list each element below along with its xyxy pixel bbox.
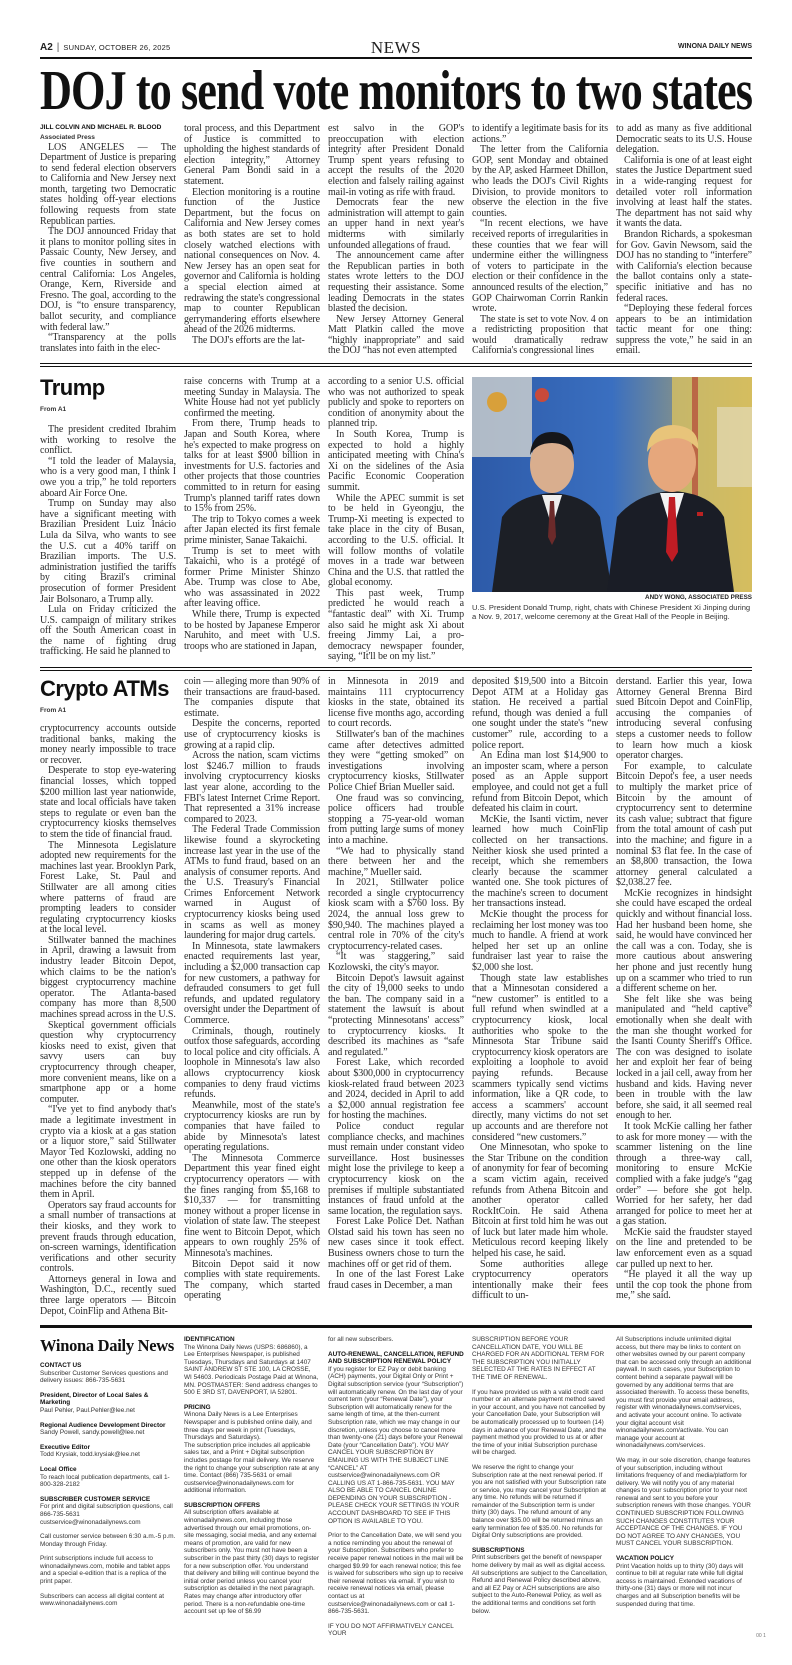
crypto-paragraph: McKie, the Isanti victim, never learned how much CoinFlip collected on her transactions. Neither kiosk she used printed a receipt, which she remembers clearly because the scammer wanted one. She took pictures of the machine's screen to document her transactions instead. — [472, 813, 608, 910]
doj-headline-wrap — [40, 61, 752, 123]
masthead-item — [472, 1547, 608, 1615]
masthead-column — [184, 1336, 320, 1623]
crypto-paragraph: Bitcoin Depot said it now complies with state requirements. The company, which started operating — [184, 1258, 320, 1302]
doj-column — [472, 124, 608, 357]
crypto-paragraph: For example, to calculate Bitcoin Depot's fee, a user needs to multiply the market price of Bitcoin by the amount of cryptocurrency sent to determine its cash value; subtract that figure from the total amount of cash put into the machine; and figure in a nominal $3 flat fee. In the case of an $8,800 transaction, the Iowa attorney general calculated a $2,038.27 fee. — [616, 760, 752, 889]
masthead-item — [40, 1392, 176, 1415]
masthead-item — [328, 1532, 464, 1616]
doj-byline: JILL COLVIN AND MICHAEL R. BLOOD — [40, 124, 162, 131]
crypto-jump-line: From A1 — [40, 707, 67, 714]
masthead-item-text: Sandy Powell, sandy.powell@lee.net — [40, 1429, 145, 1437]
masthead-item — [40, 1362, 176, 1385]
masthead-item-heading: SUBSCRIBER CUSTOMER SERVICE — [40, 1495, 151, 1503]
paper-logo: Winona Daily News — [40, 1336, 174, 1355]
crypto-paragraph: McKie thought the process for reclaiming her lost money was too much to handle. A friend at work helped her set up an online fundraiser last year to raise the $2,000 she lost. — [472, 909, 608, 974]
doj-paragraph: Brandon Richards, a spokesman for Gov. Gavin Newsom, said the DOJ has no standing to “interfere” with California's election because the ballot contains only a state-specific initiative and has no federal races. — [616, 228, 752, 304]
crypto-paragraph: Some authorities allege cryptocurrency operators intentionally make their fees difficult to un- — [472, 1258, 608, 1302]
masthead-item-text: If you have provided us with a valid credit card number or an alternate payment method saved in your account, and you have not cancelled by your Cancellation Date, your Subscription will be automatically processed up to fourteen (14) days in advance of your Renewal Date, and the payment method you provided to us at or after the time of your initial Subscription purchase will be charged. — [472, 1388, 607, 1457]
masthead-item — [40, 1422, 176, 1437]
doj-paragraph: “Transparency at the polls translates into faith in the elec- — [40, 332, 176, 354]
trump-column — [328, 377, 464, 663]
doj-paragraph: est salvo in the GOP's preoccupation with election integrity after President Donald Trump spent years refusing to accept the results of the 2020 election and falsely railing against mail-in voting as rife with fraud. — [328, 123, 464, 198]
crypto-paragraph: “We had to physically stand there between her and the machine,” Mueller said. — [328, 845, 464, 878]
trump-paragraph: From there, Trump heads to Japan and South Korea, where he's expected to make progress on talks for at least $900 billion in investments for U.S. factories and other projects that those countries committed to in return for easing Trump's planned tariff rates down to 15% from 25%. — [184, 418, 320, 515]
trump-paragraph: raise concerns with Trump at a meeting Sunday in Malaysia. The White House had not yet publicly confirmed the meeting. — [184, 376, 320, 419]
crypto-column — [184, 677, 320, 1302]
crypto-paragraph: McKie recognizes in hindsight she could have escaped the ordeal quickly and without financial loss. Had her husband been home, she said, he would have convinced her the call was a con. Today, she is more cautious about answering her phone and just recently hung up on a scammer who tried to run a different scheme on her. — [616, 887, 752, 995]
trump-paragraph: The trip to Tokyo comes a week after Japan elected its first female prime minister, Sanae Takaichi. — [184, 513, 320, 546]
crypto-paragraph: One fraud was so convincing, police officers had trouble stopping a 75-year-old woman from putting large sums of money into a machine. — [328, 792, 464, 846]
doj-paragraph: Election monitoring is a routine function of the Justice Department, but the focus on California and New Jersey comes as both states are set to hold closely watched elections with national consequences on Nov. 4. New Jersey has an open seat for governor and California is holding a special election aimed at redrawing the state's congressional map to counter Republican gerrymandering efforts elsewhere ahead of the 2026 midterms. — [184, 186, 320, 336]
masthead-column — [40, 1336, 176, 1615]
masthead-item — [616, 1336, 752, 1450]
issue-date: SUNDAY, OCTOBER 26, 2025 — [63, 43, 171, 52]
doj-paragraph: The letter from the California GOP, sent Monday and obtained by the AP, asked Harmeet Dhillon, who leads the DOJ's Civil Rights Division, to provide monitors to observe the election in the five counties. — [472, 144, 608, 219]
crypto-paragraph: Skeptical government officials question why cryptocurrency kiosks need to exist, given that savvy users can buy cryptocurrency through cheaper, more convenient means, like on a smartphone app or a home computer. — [40, 1019, 176, 1105]
trump-paragraph: “I told the leader of Malaysia, who is a very good man, I think I owe you a trip,” he told reporters aboard Air Force One. — [40, 455, 176, 499]
masthead-item-text: We may, in our sole discretion, change features of your subscription, including without limitations frequency of and media/platform for delivery. We will notify you of any material changes to your subscription prior to your next renewal and sent to you before your subscription renews with those changes. YOUR CONTINUED SUBSCRIPTION FOLLOWING SUCH CHANGES CONSTITUTES YOUR ACCEPTANCE OF THE CHANGES. IF YOU DO NOT AGREE TO ANY CHANGES, YOU MUST CANCEL YOUR SUBSCRIPTION. — [616, 1456, 751, 1548]
masthead-item-text: All subscription offers available at winonadailynews.com, including those advertised through our email promotions, on-site messaging, social media, and any external means of promotion, are valid for new subscribers only. You must not have been a subscriber in the past thirty (30) days to register for a new subscription offer. You understand that delivery and billing will continue beyond the initial order period unless you cancel your subscription as detailed in the next paragraph. Rates may change after introductory offer period. There is a non-refundable one-time account set up fee of $6.99 — [184, 1509, 319, 1616]
masthead-item — [616, 1457, 752, 1548]
crypto-paragraph: deposited $19,500 into a Bitcoin Depot ATM at a Holiday gas station. He received a partial refund, though was denied a full one sought under the state's “new customer” rule, according to a police report. — [472, 676, 608, 751]
doj-paragraph: toral process, and this Department of Justice is committed to upholding the highest standards of election integrity,” Attorney General Pam Bondi said in a statement. — [184, 123, 320, 187]
trump-paragraph: In South Korea, Trump is expected to hold a highly anticipated meeting with China's Xi on the sidelines of the Asia Pacific Economic Cooperation summit. — [328, 428, 464, 493]
page-number: A2 — [40, 42, 53, 53]
doj-paragraph: “In recent elections, we have received reports of irregularities in these counties that we fear will undermine either the willingness of voters to participate in the election or their confidence in the announced results of the election,” GOP Chairwoman Corrin Rankin wrote. — [472, 218, 608, 315]
masthead-item-heading: Regional Audience Development Director — [40, 1421, 166, 1429]
doj-paragraph: The announcement came after the Republican parties in both states wrote letters to the DOJ requesting their assistance. Some leading Democrats in the states blasted the decision. — [328, 250, 464, 315]
corner-code: 00 1 — [756, 1633, 766, 1639]
masthead-item-heading: SUBSCRIPTIONS — [472, 1546, 525, 1554]
section-divider — [40, 363, 752, 367]
doj-column — [184, 124, 320, 346]
section-divider — [40, 667, 752, 671]
doj-headline: DOJ to send vote monitors to two states — [40, 60, 752, 122]
crypto-paragraph: The Minnesota Legislature adopted new requirements for the machines last year. Brooklyn Park, Forest Lake, St. Paul and Stillwater are all among cities where patterns of fraud are prompting leaders to consider regulating cryptocurrency kiosks at the local level. — [40, 839, 177, 936]
masthead-item-heading: President, Director of Local Sales & Marketing — [40, 1391, 149, 1407]
crypto-paragraph: coin — alleging more than 90% of their transactions are fraud-based. The companies dispute that estimate. — [184, 676, 320, 719]
doj-column — [328, 124, 464, 357]
crypto-paragraph: She felt like she was being manipulated and “held captive” emotionally when she dealt with the man she thought worked for the Isanti County Sheriff's Office. The con was designed to isolate her and exploit her fear of being locked in a jail cell, away from her husband and kids. Having never been in trouble with the law before, she said, it all seemed real enough to her. — [616, 993, 752, 1122]
trump-paragraph: Lula on Friday criticized the U.S. campaign of military strikes off the South American coast in the name of fighting drug trafficking. He said he planned to — [40, 604, 176, 658]
masthead-item — [472, 1336, 608, 1382]
trump-paragraph: The president credited Ibrahim with working to resolve the conflict. — [40, 424, 176, 457]
doj-paragraph: The DOJ's efforts are the lat- — [192, 334, 305, 346]
doj-paragraph: to add as many as five additional Democratic seats to its U.S. House delegation. — [616, 123, 752, 156]
doj-paragraph: New Jersey Attorney General Matt Platkin called the move “highly inappropriate” and said the DOJ “has not even attempted — [328, 313, 464, 357]
masthead-item-text: The Winona Daily News (USPS: 686860), a Lee Enterprises Newspaper, is published Tuesdays, Thursdays and Saturdays at 1407 SAINT ANDREW ST STE 100, LA CROSSE, WI 54603. Periodicals Postage Paid at Winona, MN. POSTMASTER: Send address changes to 500 E 3RD ST, DAVENPORT, IA 52801. — [184, 1343, 319, 1397]
crypto-paragraph: Forest Lake Police Det. Nathan Olstad said his town has seen no new cases since it took effect. Business owners chose to turn the machines off or get rid of them. — [328, 1216, 464, 1270]
masthead-item — [40, 1496, 176, 1526]
masthead-item-text: All Subscriptions include unlimited digital access, but there may be links to content on other websites owned by our parent company that can be accessed only through an additional paywall. In such cases, your Subscription to content behind a separate paywall will be governed by any additional terms that are associated therewith. To access these benefits, you must first provide your email address, register with winonadailynews.com/services, and activate your account online. To activate your digital account visit winonadailynews.com/activate. You can manage your account at winonadailynews.com/services. — [616, 1336, 752, 1450]
masthead-item-heading: CONTACT US — [40, 1362, 82, 1369]
crypto-paragraph: In Minnesota, state lawmakers enacted requirements last year, including a $2,000 transaction cap for new customers, a pathway for defrauded consumers to get full refunds, and updated regulatory oversight under the Department of Commerce. — [184, 940, 320, 1026]
masthead-column — [472, 1336, 608, 1622]
masthead-item — [616, 1555, 752, 1608]
crypto-column — [40, 677, 176, 1317]
masthead-item-text: For print and digital subscription questions, call 866-735-5631 custservice@winonadailynews.com — [40, 1503, 173, 1526]
masthead-item-text: for all new subscribers. — [328, 1336, 394, 1343]
crypto-paragraph: It took McKie calling her father to ask for more money — with the scammer listening on the line through a three-way call, monitoring to ensure McKie complied with a fake judge's “gag order” — before she got help. Worried for her safety, her dad arranged for police to meet her at a gas station. — [616, 1120, 752, 1228]
masthead-column — [328, 1336, 464, 1645]
crypto-heading: Crypto ATMs — [40, 676, 169, 701]
folio-separator: | — [56, 42, 60, 53]
doj-column — [616, 124, 752, 357]
masthead-item-text: Call customer service between 6:30 a.m.-5 p.m. Monday through Friday. — [40, 1533, 176, 1548]
crypto-paragraph: “I've yet to find anybody that's made a legitimate investment in crypto via a kiosk at a gas station or a liquor store,” said Stillwater Mayor Ted Kozlowski, adding no one other than the kiosk operators stepped up in defense of the machines before the city banned them in April. — [40, 1104, 176, 1201]
masthead-item-text: The subscription price includes all applicable sales tax, and a Print + Digital subscription includes postage for mail delivery. We reserve the right to change your subscription rate at any time. Contact (866) 735-5631 or email custservice@winonadailynews.com for additional information. — [184, 1441, 319, 1495]
masthead-item-text: Print subscribers get the benefit of newspaper home delivery by mail as well as digital access. All subscriptions are subject to the Cancellation, Refund and Renewal Policy described above, and all EZ Pay or ACH subscriptions are also subject to the Auto-Renewal Policy, as well as the additional terms and conditions set forth below. — [472, 1554, 608, 1615]
masthead-item-text: Subscribers can access all digital content at www.winonadailynews.com — [40, 1592, 164, 1608]
masthead-item-text: Paul Pehler, Paul.Pehler@lee.net — [40, 1406, 135, 1414]
photo-credit: ANDY WONG, ASSOCIATED PRESS — [645, 594, 752, 601]
crypto-paragraph: An Edina man lost $14,900 to an imposter scam, where a person posed as an Apple support employee, and could not get a full refund from Bitcoin Depot, which defeated his claim in court. — [472, 750, 608, 815]
masthead-item-text: Print subscriptions include full access to winonadailynews.com, mobile and tablet apps and a special e-edition that is a replica of the print paper. — [40, 1555, 171, 1586]
crypto-paragraph: Despite the concerns, reported use of cryptocurrency kiosks is growing at a rapid clip. — [184, 718, 320, 751]
doj-agency: Associated Press — [40, 133, 95, 141]
masthead-item-heading: Executive Editor — [40, 1443, 91, 1451]
masthead-item — [184, 1404, 320, 1442]
crypto-paragraph: “He played it all the way up until the cop took the phone from me,” she said. — [616, 1269, 752, 1302]
masthead-item-text: To reach local publication departments, call 1-800-328-2182 — [40, 1473, 170, 1489]
masthead-item-heading: IDENTIFICATION — [184, 1336, 235, 1343]
masthead-item — [40, 1466, 176, 1489]
masthead-item-text: Subscriber Customer Services questions and delivery issues: 866-735-5631 — [40, 1369, 168, 1385]
crypto-paragraph: In one of the last Forest Lake fraud cases in December, a man — [328, 1269, 464, 1291]
crypto-paragraph: Across the nation, scam victims lost $246.7 million to frauds involving cryptocurrency kiosks last year alone, according to the FBI's latest Internet Crime Report. That represented a 31% increase compared to 2023. — [184, 750, 320, 825]
crypto-column — [328, 677, 464, 1291]
crypto-paragraph: Attorneys general in Iowa and Washington, D.C., recently sued three large operators — Bitcoin Depot, CoinFlip and Athena Bit- — [40, 1273, 176, 1317]
masthead-item-text: We reserve the right to change your Subscription rate at the next renewal period. If you are not satisfied with your Subscription rate or service, you may cancel your Subscription at any time. No refunds will be returned if remainder of the Subscription term is under thirty (30) days. The refund amount of any balance over $35.00 will be returned minus an early termination fee of $35.00. No refunds for Digital Only subscriptions are provided. — [472, 1463, 607, 1540]
masthead-item — [40, 1555, 176, 1585]
doj-paragraph: LOS ANGELES — The Department of Justice is preparing to send federal election observers to California and New Jersey next month, targeting two Democratic states holding off-year elections following requests from state Republican parties. — [40, 141, 176, 227]
trump-column — [184, 377, 320, 652]
crypto-paragraph: McKie said the fraudster stayed on the line and pretended to be law enforcement even as a squad car pulled up next to her. — [616, 1226, 752, 1270]
masthead-item-heading: AUTO-RENEWAL, CANCELLATION, REFUND AND SUBSCRIPTION RENEWAL POLICY — [328, 1350, 464, 1366]
masthead-column — [616, 1336, 752, 1615]
doj-paragraph: The state is set to vote Nov. 4 on a redistricting proposition that would dramatically redraw California's congressional lines — [472, 313, 608, 357]
crypto-paragraph: The Minnesota Commerce Department this year fined eight cryptocurrency operators — with the fines ranging from $5,168 to $10,337 — for transmitting money without a proper license in violation of state law. The steepest fine went to Bitcoin Depot, which appears to own roughly 25% of Minnesota's machines. — [184, 1152, 320, 1260]
doj-paragraph: The DOJ announced Friday that it plans to monitor polling sites in Passaic County, New Jersey, and five counties in southern and central California: Los Angeles, Orange, Kern, Riverside and Fresno. The goal, according to the DOJ, is “to ensure transparency, ballot security, and compliance with federal law.” — [40, 226, 176, 333]
page-header — [40, 38, 752, 56]
trump-jump-line: From A1 — [40, 406, 67, 413]
trump-paragraph: While there, Trump is expected to be hosted by Japanese Emperor Naruhito, and meet with U.S. troops who are stationed in Japan, — [184, 609, 320, 652]
crypto-paragraph: Stillwater's ban of the machines came after detectives admitted they were “getting smoked” on investigations involving cryptocurrency kiosks, Stillwater Police Chief Brian Mueller said. — [328, 728, 464, 793]
crypto-paragraph: In 2021, Stillwater police recorded a single cryptocurrency kiosk scam with a $760 loss. By 2024, the annual loss grew to $90,940. The machines played a central role in 70% of the city's cryptocurrency-related cases. — [328, 877, 464, 952]
paper-name: WINONA DAILY NEWS — [677, 43, 752, 50]
crypto-paragraph: Bitcoin Depot's lawsuit against the city of 19,000 seeks to undo the ban. The company said in a statement the lawsuit is about “protecting Minnesotans' access” to cryptocurrency kiosks. It described its machines as “safe and regulated.” — [328, 972, 464, 1058]
masthead-item — [472, 1464, 608, 1540]
photo-caption: U.S. President Donald Trump, right, chats with Chinese President Xi Jinping during a Nov. 9, 2017, welcome ceremony at the Great Hall of the People in Beijing. — [472, 603, 751, 621]
page-folio — [40, 42, 170, 53]
crypto-paragraph: One Minnesotan, who spoke to the Star Tribune on the condition of anonymity for fear of becoming a scam victim again, received refunds from Athena Bitcoin and another operator called RockItCoin. He said Athena Bitcoin at first told him he was out of luck but later made him whole. Meticulous record keeping likely helped his case, he said. — [472, 1142, 608, 1260]
crypto-paragraph: Criminals, though, routinely outfox those safeguards, according to local police and city officials. A loophole in Minnesota's law also allows cryptocurrency kiosk companies to deny fraud victims refunds. — [184, 1025, 320, 1101]
masthead-item — [328, 1336, 464, 1344]
crypto-paragraph: The Federal Trade Commission likewise found a skyrocketing increase last year in the use of the ATMs to fund fraud, based on an analysis of consumer reports. And the U.S. Treasury's Financial Crimes Enforcement Network warned in August of cryptocurrency kiosks being used in scams as well as money laundering for major drug cartels. — [184, 824, 320, 942]
trump-xi-photo — [472, 377, 752, 592]
masthead-item-heading: VACATION POLICY — [616, 1555, 674, 1563]
trump-heading: Trump — [40, 375, 105, 400]
masthead-item-heading: SUBSCRIPTION OFFERS — [184, 1501, 260, 1509]
masthead-item — [40, 1444, 176, 1459]
masthead-item-text: SUBSCRIPTION BEFORE YOUR CANCELLATION DATE, YOU WILL BE CHARGED FOR AN ADDITIONAL TERM FOR THE SUBSCRIPTION YOU INITIALLY SELECTED AT THE RATES IN EFFECT AT THE TIME OF RENEWAL. — [472, 1336, 605, 1381]
trump-paragraph: Trump is set to meet with Takaichi, who is a protégé of former Prime Minister Shinzo Abe. Trump was close to Abe, who was assassinated in 2022 after leaving office. — [184, 545, 320, 610]
crypto-paragraph: in Minnesota in 2019 and maintains 111 cryptocurrency kiosks in the state, obtained its license five months ago, according to court records. — [328, 676, 464, 730]
trump-paragraph: This past week, Trump predicted he would reach a “fantastic deal” with Xi. Trump also said he might ask Xi about freeing Jimmy Lai, a pro-democracy newspaper founder, saying, “It'll be on my list.” — [328, 587, 464, 663]
masthead-item — [328, 1623, 464, 1638]
crypto-paragraph: Though state law establishes that a Minnesotan considered a “new customer” is entitled to a full refund when swindled at a cryptocurrency kiosk, local authorities who spoke to the Minnesota Star Tribune said cryptocurrency kiosk operators are exploiting a loophole to avoid paying refunds. Because scammers typically send victims information, like a QR code, to access a scammers' account directly, many victims do not set up accounts and are therefore not considered “new customers.” — [472, 972, 608, 1143]
crypto-paragraph: cryptocurrency accounts outside traditional banks, making the money nearly impossible to trace or recover. — [40, 723, 176, 766]
masthead-item-text: Todd Krysiak, todd.krysiak@lee.net — [40, 1451, 140, 1459]
masthead-item-heading: Local Office — [40, 1465, 77, 1473]
doj-paragraph: Democrats fear the new administration will attempt to gain an upper hand in next year's midterms with similarly unfounded allegations of fraud. — [328, 197, 464, 251]
crypto-paragraph: Police conduct regular compliance checks, and machines must remain under constant video surveillance. Host businesses might lose the privilege to keep a cryptocurrency kiosk on the premises if multiple substantiated instances of fraud unfold at the same location, the regulation says. — [328, 1120, 464, 1217]
masthead-item-text: Prior to the Cancellation Date, we will send you a notice reminding you about the renewal of your Subscription. Subscribers who prefer to receive paper renewal notices in the mail will be charged $9.99 for each renewal notice; this fee is waived for subscribers who sign up to receive their renewal notices via email. If you wish to receive renewal notices via email, please contact us at custservice@winonadailynews.com or call 1-866-735-5631. — [328, 1532, 464, 1616]
masthead-item — [40, 1533, 176, 1548]
section-name: NEWS — [370, 38, 422, 57]
doj-paragraph: “Deploying these federal forces appears to be an intimidation tactic meant for one thing: suppress the vote,” he said in an email. — [616, 303, 752, 357]
crypto-paragraph: Stillwater banned the machines in April, drawing a lawsuit from industry leader Bitcoin Depot, which claims to be the nation's biggest cryptocurrency machine operator. The Atlanta-based company has more than 8,500 machines spread across in the U.S. — [40, 934, 176, 1021]
crypto-paragraph: “It was staggering,” said Kozlowski, the city's mayor. — [328, 951, 464, 974]
trump-column — [40, 376, 176, 658]
masthead-item — [184, 1336, 320, 1397]
doj-paragraph: California is one of at least eight states the Justice Department sued in a wide-ranging request for detailed voter roll information involving at least half the states. The department has not said why it wants the data. — [616, 154, 752, 230]
masthead-item-heading: PRICING — [184, 1403, 211, 1411]
doj-column — [40, 124, 176, 354]
footer-rule — [40, 1325, 752, 1328]
crypto-paragraph: Desperate to stop eye-watering financial losses, which topped $200 million last year nationwide, state and local officials have taken steps to regulate or even ban the cryptocurrency kiosks themselves to stem the tide of financial fraud. — [40, 765, 176, 840]
masthead-item — [184, 1442, 320, 1495]
masthead-item-text: IF YOU DO NOT AFFIRMATIVELY CANCEL YOUR — [328, 1622, 454, 1638]
trump-paragraph: While the APEC summit is set to be held in Gyeongju, the Trump-Xi meeting is expected to take place in the city of Busan, according to the U.S. official. It will follow months of volatile moves in a trade war between China and the U.S. that rattled the global economy. — [328, 492, 464, 589]
masthead-item — [328, 1351, 464, 1526]
crypto-paragraph: Forest Lake, which recorded about $300,000 in cryptocurrency kiosk-related fraud between 2023 and 2024, decided in April to add a $2,000 annual registration fee for hosting the machines. — [328, 1057, 464, 1122]
masthead-item — [472, 1389, 608, 1457]
masthead-item-text: Print Vacation holds up to thirty (30) days will continue to bill at regular rate while full digital access is maintained. Extended vacations of thirty-one (31) days or more will not incur charges and all Subscription benefits will be suspended during that time. — [616, 1562, 744, 1608]
crypto-paragraph: derstand. Earlier this year, Iowa Attorney General Brenna Bird sued Bitcoin Depot and CoinFlip, accusing the companies of introducing several confusing steps a customer needs to follow to learn how much a kiosk operator charges. — [616, 676, 752, 762]
masthead-item — [40, 1593, 176, 1608]
trump-paragraph: according to a senior U.S. official who was not authorized to speak publicly and spoke to reporters on condition of anonymity about the planned trip. — [328, 376, 464, 430]
crypto-paragraph: Meanwhile, most of the state's cryptocurrency kiosks are run by companies that have failed to abide by Minnesota's latest operating regulations. — [184, 1099, 320, 1154]
header-rule — [40, 57, 752, 59]
masthead-item-text: Winona Daily News is a Lee Enterprises Newspaper and is published online daily, and three days per week in print (Tuesdays, Thursdays and Saturdays). — [184, 1411, 312, 1442]
doj-paragraph: to identify a legitimate basis for its actions.” — [472, 123, 608, 145]
crypto-paragraph: Operators say fraud accounts for a small number of transactions at their kiosks, and they work to prevent frauds through education, on-screen warnings, identification verifications and other security controls. — [40, 1199, 176, 1275]
masthead-item — [184, 1502, 320, 1616]
crypto-column — [616, 677, 752, 1302]
photo-image — [472, 377, 752, 592]
masthead-item-text: If you register for EZ Pay or debit banking (ACH) payments, your Digital Only or Print + Digital subscription service (your “Subscription”) will automatically renew. On the last day of your current term (your “Renewal Date”), your Subscription will automatically renew for the same length of time, at the then-current Subscription rate, which we may change in our discretion, unless you choose to cancel more than twenty-one (21) days before your Renewal Date (your “Cancellation Date”). YOU MAY CANCEL YOUR SUBSCRIPTION BY EMAILING US WITH THE SUBJECT LINE “CANCEL” AT custservice@winonadailynews.com OR CALLING US AT 1-866-735-5631. YOU MAY ALSO BE ABLE TO CANCEL ONLINE DEPENDING ON YOUR SUBSCRIPTION - PLEASE CHECK YOUR SETTINGS IN YOUR ACCOUNT DASHBOARD TO SEE IF THIS OPTION IS AVAILABLE TO YOU. — [328, 1365, 464, 1525]
trump-paragraph: Trump on Sunday may also have a significant meeting with Brazilian President Luiz Inácio Lula da Silva, who wants to see the U.S. cut a 40% tariff on Brazilian imports. The U.S. administration justified the tariffs by citing Brazil's criminal prosecution of former President Jair Bolsonaro, a Trump ally. — [40, 498, 176, 605]
crypto-column — [472, 677, 608, 1302]
